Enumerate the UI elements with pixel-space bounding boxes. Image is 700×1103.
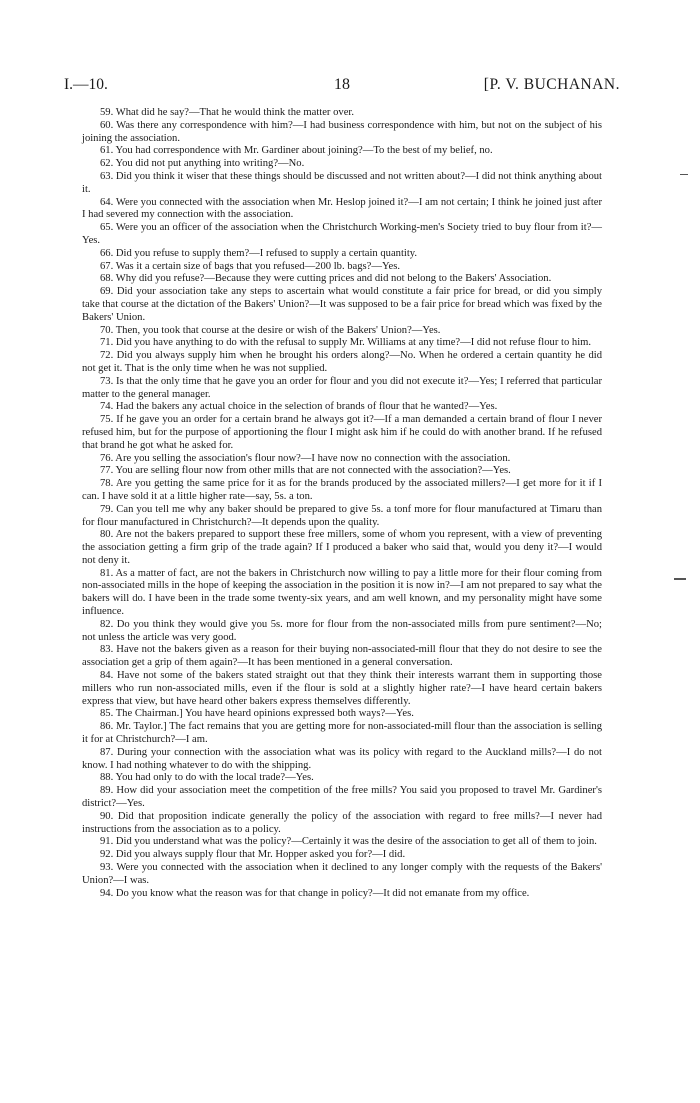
margin-mark — [674, 578, 686, 580]
question-83: 83. Have not the bakers given as a reason for their buying non-associated-mill flour that they do not desire to see the association get a grip of them again?—It has been mentioned in a general conversation. — [82, 644, 602, 669]
question-67: 67. Was it a certain size of bags that you refused—200 lb. bags?—Yes. — [100, 260, 401, 272]
question-92: 92. Did you always supply flour that Mr. Hopper asked you for?—I did. — [100, 849, 406, 861]
question-85: 85. The Chairman.] You have heard opinions expressed both ways?—Yes. — [100, 708, 414, 720]
question-61: 61. You had correspondence with Mr. Gardiner about joining?—To the best of my belief, no. — [100, 145, 493, 157]
question-93: 93. Were you connected with the association when it declined to any longer comply with the requests of the Bakers' Union?—I was. — [82, 862, 602, 886]
question-82: 82. Do you think they would give you 5s. more for flour from the non-associated mills from pure sentiment?—No; not unless the article was very good. — [82, 618, 602, 643]
question-74: 74. Had the bakers any actual choice in the selection of brands of flour that he wanted?—Yes. — [100, 401, 498, 413]
question-88: 88. You had only to do with the local trade?—Yes. — [100, 772, 314, 784]
question-76: 76. Are you selling the association's flour now?—I have now no connection with the association. — [100, 452, 511, 464]
question-91: 91. Did you understand what was the policy?—Certainly it was the desire of the association to get all of them to join. — [100, 836, 597, 848]
question-84: 84. Have not some of the bakers stated straight out that they think their interests warrant them in supporting those millers who run non-associated mills, even if the flour is sold at a slightly higher rate?—I have heard certain bakers express that view, but have heard other bakers express themselves differently. — [82, 670, 602, 707]
question-64: 64. Were you connected with the association when Mr. Heslop joined it?—I am not certain; I think he joined just after I had severed my connection with the association. — [82, 196, 602, 221]
question-72: 72. Did you always supply him when he brought his orders along?—No. When he ordered a certain quantity he did not get it. That is the only time when he was not supplied. — [82, 350, 602, 374]
question-71: 71. Did you have anything to do with the refusal to supply Mr. Williams at any time?—I did not refuse flour to him. — [100, 337, 592, 349]
witness-name: [P. V. BUCHANAN. — [483, 76, 620, 93]
question-70: 70. Then, you took that course at the desire or wish of the Bakers' Union?—Yes. — [100, 324, 441, 336]
question-59: 59. What did he say?—That he would think the matter over. — [100, 107, 354, 118]
question-63: 63. Did you think it wiser that these things should be discussed and not written about?—I did not think anything about it. — [82, 170, 602, 195]
question-86: 86. Mr. Taylor.] The fact remains that you are getting more for non-associated-mill flour than the association is selling it for at Christchurch?—I am. — [82, 721, 602, 746]
margin-mark — [680, 174, 688, 175]
question-78: 78. Are you getting the same price for it as for the brands produced by the associated millers?—I get more for it if I can. I have sold it at a little higher rate—say, 5s. a ton. — [82, 478, 602, 502]
question-66: 66. Did you refuse to supply them?—I refused to supply a certain quantity. — [100, 247, 418, 259]
question-79: 79. Can you tell me why any baker should be prepared to give 5s. a tonf more for flour manufactured at Timaru than for flour manufactured in Christchurch?—It depends upon the quality. — [82, 503, 602, 528]
question-80: 80. Are not the bakers prepared to support these free millers, some of whom you represent, with a view of preventing the association getting a firm grip of the trade again? If I produced a baker who said that, would you deny it?—I would not deny it. — [82, 529, 602, 566]
question-62: 62. You did not put anything into writing?—No. — [100, 158, 305, 170]
question-68: 68. Why did you refuse?—Because they were cutting prices and did not belong to the Bakers' Association. — [100, 273, 552, 285]
question-69: 69. Did your association take any steps to ascertain what would constitute a fair price for bread, or did you simply take that course at the dictation of the Bakers' Union?—It was supposed to be a fair price for bread which was fixed by the Bakers' Union. — [82, 286, 602, 323]
page-number: 18 — [334, 76, 350, 93]
question-87: 87. During your connection with the association what was its policy with regard to the Auckland mills?—I do not know. I had nothing whatever to do with the shipping. — [82, 746, 602, 771]
question-94: 94. Do you know what the reason was for that change in policy?—It did not emanate from my office. — [100, 887, 530, 899]
question-89: 89. How did your association meet the competition of the free mills? You said you proposed to travel Mr. Gardiner's district?—Yes. — [82, 785, 602, 810]
page-header — [64, 76, 620, 98]
question-90: 90. Did that proposition indicate generally the policy of the association with regard to free mills?—I never had instructions from the association as to a policy. — [82, 810, 602, 835]
question-81: 81. As a matter of fact, are not the bakers in Christchurch now willing to pay a little more for their flour coming from non-associated mills in the hope of keeping the association in the position it is now in?—I am not prepared to say what the bakers will do. I have been in the trade some twenty-six years, and am well known, and my personality might have some influence. — [82, 567, 602, 618]
testimony-text — [82, 107, 602, 900]
question-60: 60. Was there any correspondence with him?—I had business correspondence with him, but not on the subject of his joining the association. — [82, 119, 602, 144]
question-75: 75. If he gave you an order for a certain brand he always got it?—If a man demanded a certain brand of flour I never refused him, but for the purpose of apportioning the flour I might ask him if he could do with another brand. If he refused that brand he got what he asked for. — [82, 414, 602, 451]
question-65: 65. Were you an officer of the association when the Christchurch Working-men's Society tried to buy flour from it?—Yes. — [82, 222, 602, 246]
question-77: 77. You are selling flour now from other mills that are not connected with the association?—Yes. — [100, 465, 511, 477]
paper-reference: I.—10. — [64, 76, 108, 93]
question-73: 73. Is that the only time that he gave you an order for flour and you did not execute it?—Yes; I referred that particular matter to the general manager. — [82, 375, 602, 400]
